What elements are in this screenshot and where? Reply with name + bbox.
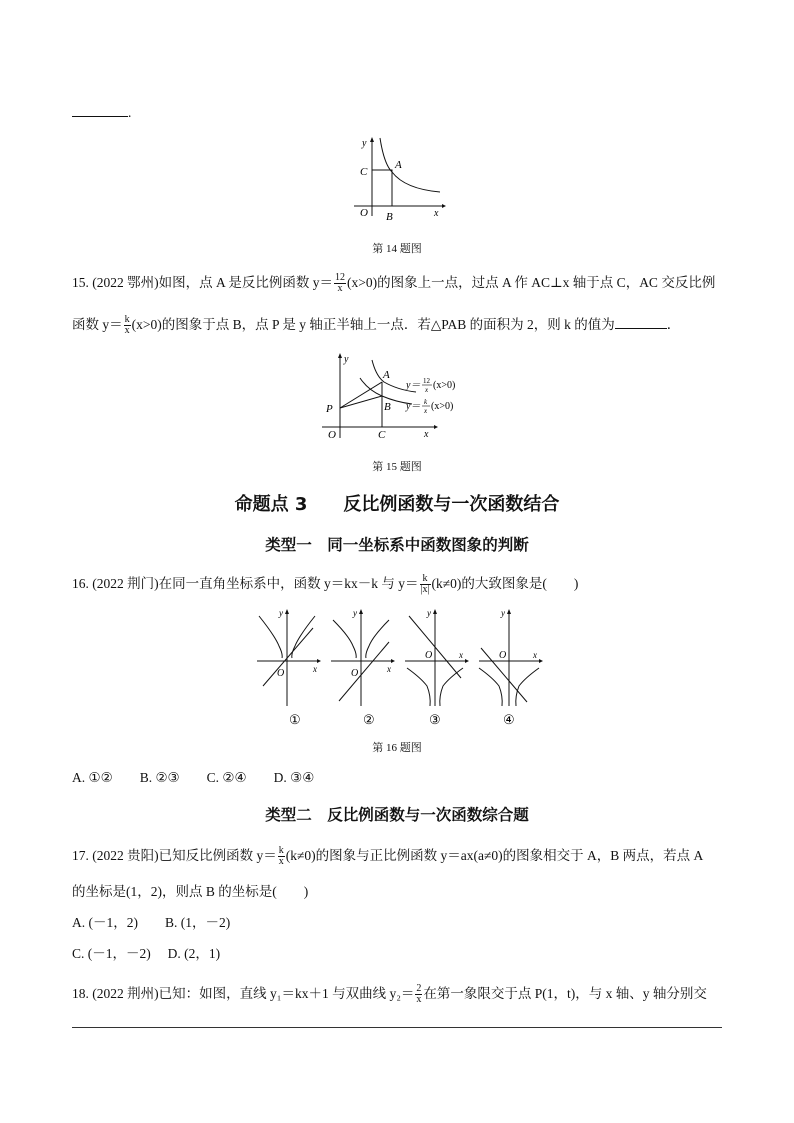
- graph-2: [331, 608, 395, 727]
- svg-text:y: y: [344, 354, 349, 365]
- svg-text:y＝: y＝: [406, 380, 421, 391]
- svg-text:y: y: [427, 608, 431, 618]
- graph-1: [257, 608, 321, 727]
- point-label-c: C: [360, 166, 368, 178]
- fraction: $\frac{12}{x}$: [335, 272, 345, 295]
- figure-16: [255, 606, 545, 730]
- question-17-options-ab: A. (－1，2) B. (1，－2): [72, 915, 231, 930]
- graph-label-4: ④: [503, 712, 515, 727]
- svg-text:(x>0): (x>0): [431, 401, 454, 412]
- point-label-b: B: [386, 211, 393, 220]
- svg-text:B: B: [384, 401, 391, 413]
- graph-4: [479, 608, 543, 727]
- fraction: $\frac{2}{x}$: [416, 983, 422, 1006]
- svg-text:O: O: [277, 668, 285, 679]
- graph-3: [405, 608, 469, 727]
- figure-15-caption: 第 15 题图: [372, 461, 422, 473]
- svg-text:x: x: [424, 429, 429, 440]
- svg-text:x: x: [424, 407, 428, 415]
- top-answer-blank: .: [72, 102, 131, 123]
- graph-label-3: ③: [429, 712, 441, 727]
- question-17-line2: 的坐标是(1，2)，则点 B 的坐标是( ): [72, 884, 309, 899]
- fraction: $\frac{k}{x}$: [124, 314, 130, 337]
- question-17-line1: 17. (2022 贵阳)已知反比例函数 y＝ $\frac{k}{x}$ (k≠0)的图象与正比例函数 y＝ax(a≠0)的图象相交于 A，B 两点，若点 A: [72, 845, 704, 868]
- svg-text:x: x: [387, 664, 391, 674]
- question-16-options: A. ①② B. ②③ C. ②④ D. ③④: [72, 770, 315, 785]
- svg-text:y: y: [279, 608, 283, 618]
- figure-14-caption: 第 14 题图: [372, 243, 422, 255]
- svg-text:(x>0): (x>0): [433, 380, 456, 391]
- subsection-heading-type2: 类型二 反比例函数与一次函数综合题: [265, 806, 529, 824]
- figure-15: [320, 350, 480, 442]
- question-15-line1: 15. (2022 鄂州)如图，点 A 是反比例函数 y＝ $\frac{12}{x}$ (x>0)的图象上一点，过点 A 作 AC⊥x 轴于点 C，AC 交反比例: [72, 272, 716, 295]
- subsection-heading-type1: 类型一 同一坐标系中函数图象的判断: [265, 536, 529, 554]
- svg-text:y＝: y＝: [406, 401, 421, 412]
- graph-label-2: ②: [363, 712, 375, 727]
- svg-text:k: k: [424, 398, 428, 406]
- svg-text:P: P: [326, 403, 333, 415]
- svg-text:x: x: [533, 650, 537, 660]
- figure-16-caption: 第 16 题图: [372, 742, 422, 754]
- question-16: 16. (2022 荆门)在同一直角坐标系中，函数 y＝kx－k 与 y＝ $\frac{k}{|x|}$ (k≠0)的大致图象是( ): [72, 573, 579, 596]
- svg-text:C: C: [378, 429, 386, 441]
- svg-text:y: y: [501, 608, 505, 618]
- fraction: $\frac{k}{x}$: [278, 845, 284, 868]
- section-heading: 命题点 3 反比例函数与一次函数结合: [234, 494, 560, 515]
- svg-text:O: O: [499, 650, 507, 661]
- question-17-options-cd: C. (－1，－2) D. (2，1): [72, 946, 221, 961]
- svg-text:O: O: [351, 668, 359, 679]
- svg-text:A: A: [383, 369, 390, 381]
- figure-14: [350, 134, 450, 220]
- fraction: $\frac{k}{|x|}$: [420, 573, 430, 596]
- svg-text:O: O: [328, 429, 336, 441]
- svg-text:x: x: [313, 664, 317, 674]
- svg-text:O: O: [425, 650, 433, 661]
- question-18: 18. (2022 荆州)已知：如图，直线 y₁＝kx＋1 与双曲线 y₂＝ $\frac{2}{x}$ 在第一象限交于点 P(1，t)，与 x 轴、y 轴分别交: [72, 983, 707, 1006]
- point-label-a: A: [395, 159, 402, 171]
- svg-text:y: y: [353, 608, 357, 618]
- axis-label-y: y: [362, 138, 367, 149]
- footer-rule: [72, 1027, 722, 1028]
- svg-text:12: 12: [423, 377, 430, 385]
- graph-label-1: ①: [289, 712, 301, 727]
- question-15-line2: 函数 y＝ $\frac{k}{x}$ (x>0)的图象于点 B，点 P 是 y 轴正半轴上一点．若△PAB 的面积为 2，则 k 的值为 ．: [72, 314, 681, 337]
- svg-text:x: x: [459, 650, 463, 660]
- svg-text:x: x: [425, 386, 429, 394]
- axis-label-x: x: [434, 208, 439, 219]
- origin-label: O: [360, 207, 368, 219]
